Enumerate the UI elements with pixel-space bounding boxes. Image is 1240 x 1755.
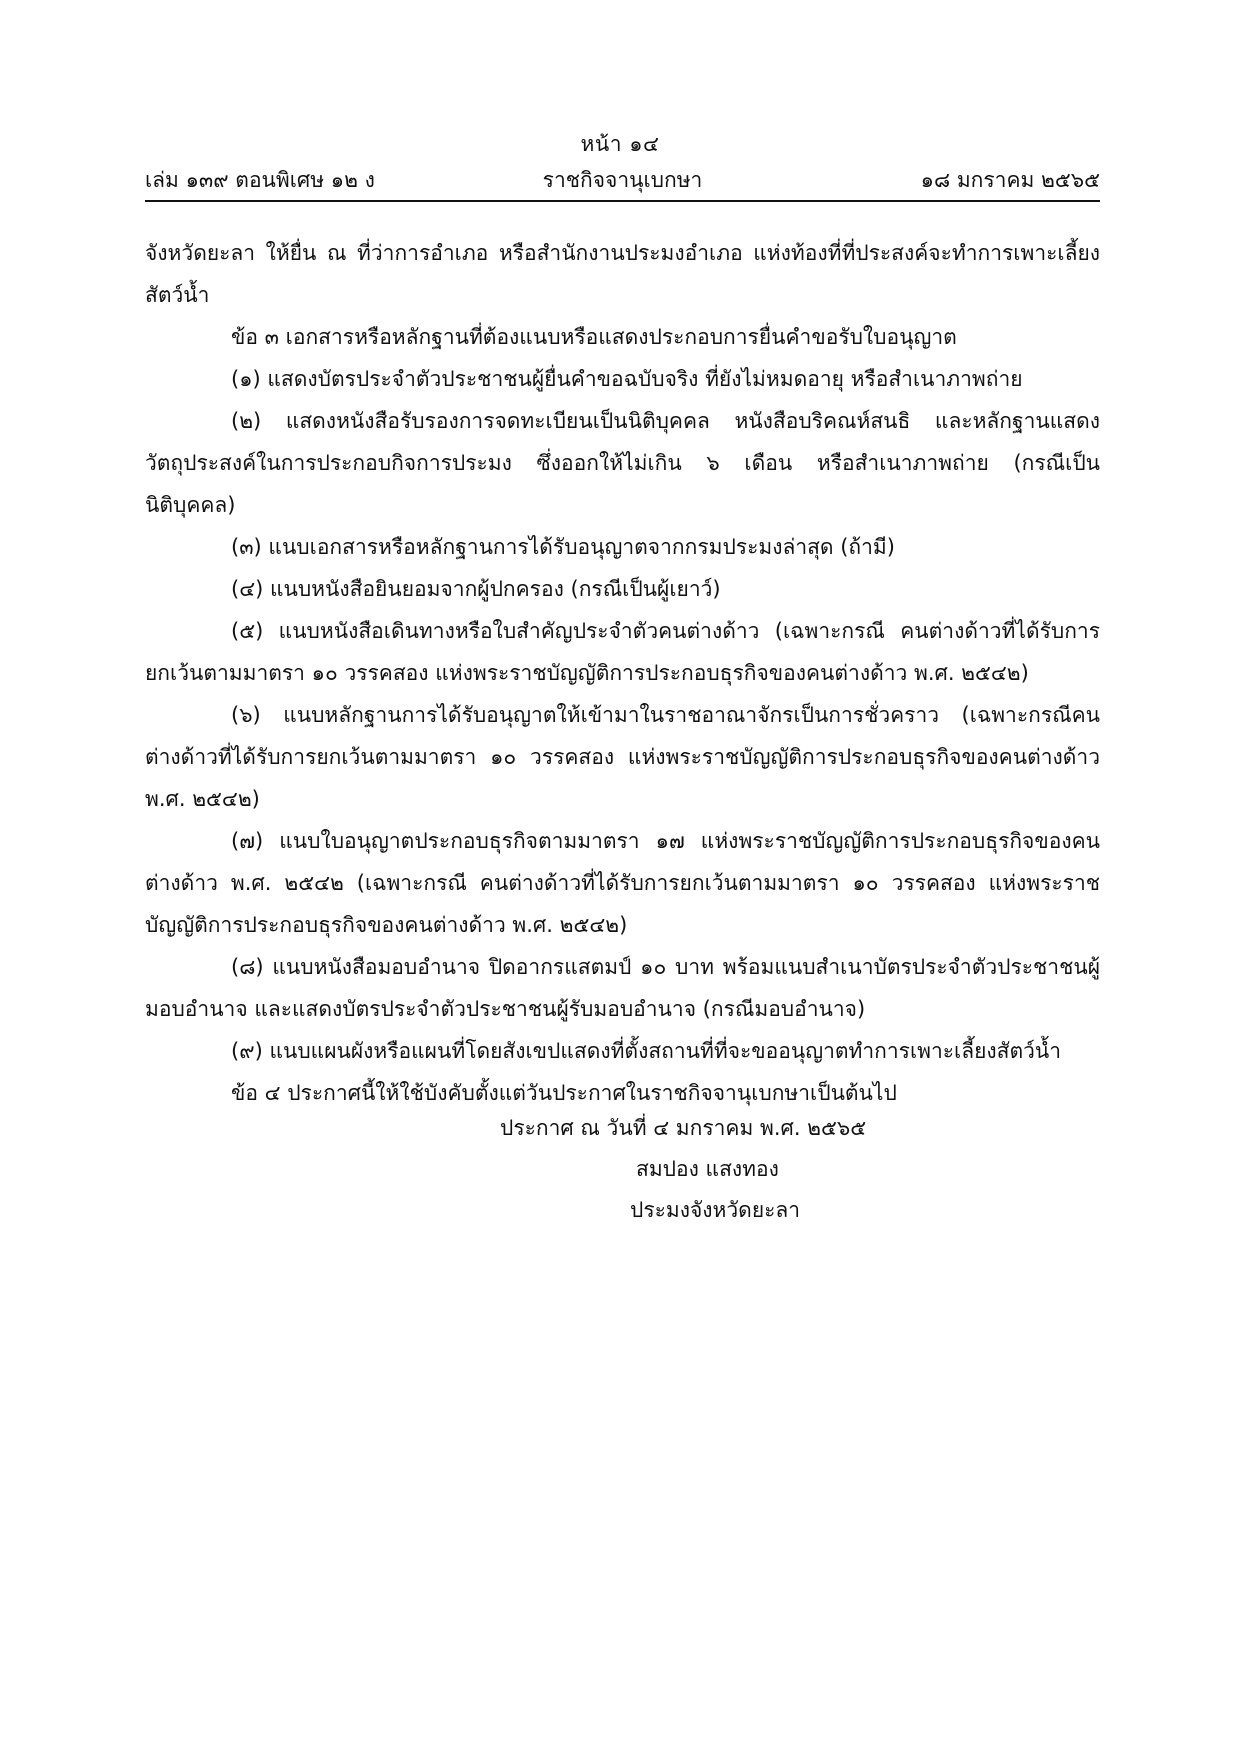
clause-3-item-4: (๔) แนบหนังสือยินยอมจากผู้ปกครอง (กรณีเป็นผู้เยาว์) xyxy=(231,577,721,601)
clause-3-item-8: (๘) แนบหนังสือมอบอำนาจ ปิดอากรแสตมป์ ๑๐ บาท พร้อมแนบสำเนาบัตรประจำตัวประชาชนผู้มอบอำนาจ และแสดงบัตรประจำตัวประชาชนผู้รับมอบอำนาจ (กรณีมอบอำนาจ) xyxy=(145,955,1100,1021)
document-body xyxy=(145,232,1100,1114)
clause-3-heading: ข้อ ๓ เอกสารหรือหลักฐานที่ต้องแนบหรือแสดงประกอบการยื่นคำขอรับใบอนุญาต xyxy=(231,325,957,349)
clause-3-item-5: (๕) แนบหนังสือเดินทางหรือใบสำคัญประจำตัวคนต่างด้าว (เฉพาะกรณี คนต่างด้าวที่ได้รับการยกเว้นตามมาตรา ๑๐ วรรคสอง แห่งพระราชบัญญัติการประกอบธุรกิจของคนต่างด้าว พ.ศ. ๒๕๔๒) xyxy=(145,619,1100,685)
clause-3-item-6: (๖) แนบหลักฐานการได้รับอนุญาตให้เข้ามาในราชอาณาจักรเป็นการชั่วคราว (เฉพาะกรณีคนต่างด้าวที่ได้รับการยกเว้นตามมาตรา ๑๐ วรรคสอง แห่งพระราชบัญญัติการประกอบธุรกิจของคนต่างด้าว พ.ศ. ๒๕๔๒) xyxy=(145,703,1100,811)
signatory-name: สมปอง แสงทอง xyxy=(636,1157,779,1181)
volume-info: เล่ม ๑๓๙ ตอนพิเศษ ๑๒ ง xyxy=(145,168,375,192)
signature-block xyxy=(500,1108,1060,1231)
clause-4: ข้อ ๔ ประกาศนี้ให้ใช้บังคับตั้งแต่วันประกาศในราชกิจจานุเบกษาเป็นต้นไป xyxy=(231,1081,897,1105)
clause-3-item-1: (๑) แสดงบัตรประจำตัวประชาชนผู้ยื่นคำขอฉบับจริง ที่ยังไม่หมดอายุ หรือสำเนาภาพถ่าย xyxy=(231,367,1023,391)
publication-date: ๑๘ มกราคม ๒๕๖๕ xyxy=(920,168,1100,192)
publication-title: ราชกิจจานุเบกษา xyxy=(542,168,703,192)
clause-3-item-7: (๗) แนบใบอนุญาตประกอบธุรกิจตามมาตรา ๑๗ แห่งพระราชบัญญัติการประกอบธุรกิจของคนต่างด้าว พ.ศ. ๒๕๔๒ (เฉพาะกรณี คนต่างด้าวที่ได้รับการยกเว้นตามมาตรา ๑๐ วรรคสอง แห่งพระราชบัญญัติการประกอบธุรกิจของคนต่างด้าว พ.ศ. ๒๕๔๒) xyxy=(145,829,1100,937)
clause-3-item-3: (๓) แนบเอกสารหรือหลักฐานการได้รับอนุญาตจากกรมประมงล่าสุด (ถ้ามี) xyxy=(231,535,895,559)
clause-3-item-2: (๒) แสดงหนังสือรับรองการจดทะเบียนเป็นนิติบุคคล หนังสือบริคณห์สนธิ และหลักฐานแสดงวัตถุประสงค์ในการประกอบกิจการประมง ซึ่งออกให้ไม่เกิน ๖ เดือน หรือสำเนาภาพถ่าย (กรณีเป็นนิติบุคคล) xyxy=(145,409,1100,517)
clause-3-item-9: (๙) แนบแผนผังหรือแผนที่โดยสังเขปแสดงที่ตั้งสถานที่ที่จะขออนุญาตทำการเพาะเลี้ยงสัตว์น้ำ xyxy=(231,1039,1062,1063)
header-divider xyxy=(145,200,1100,202)
signatory-position: ประมงจังหวัดยะลา xyxy=(630,1198,801,1222)
page-number: หน้า ๑๔ xyxy=(580,132,660,156)
announcement-date: ประกาศ ณ วันที่ ๔ มกราคม พ.ศ. ๒๕๖๕ xyxy=(500,1116,867,1140)
paragraph-continuation: จังหวัดยะลา ให้ยื่น ณ ที่ว่าการอำเภอ หรือสำนักงานประมงอำเภอ แห่งท้องที่ที่ประสงค์จะทำการเพาะเลี้ยงสัตว์น้ำ xyxy=(145,241,1100,307)
gazette-header xyxy=(145,164,1100,196)
